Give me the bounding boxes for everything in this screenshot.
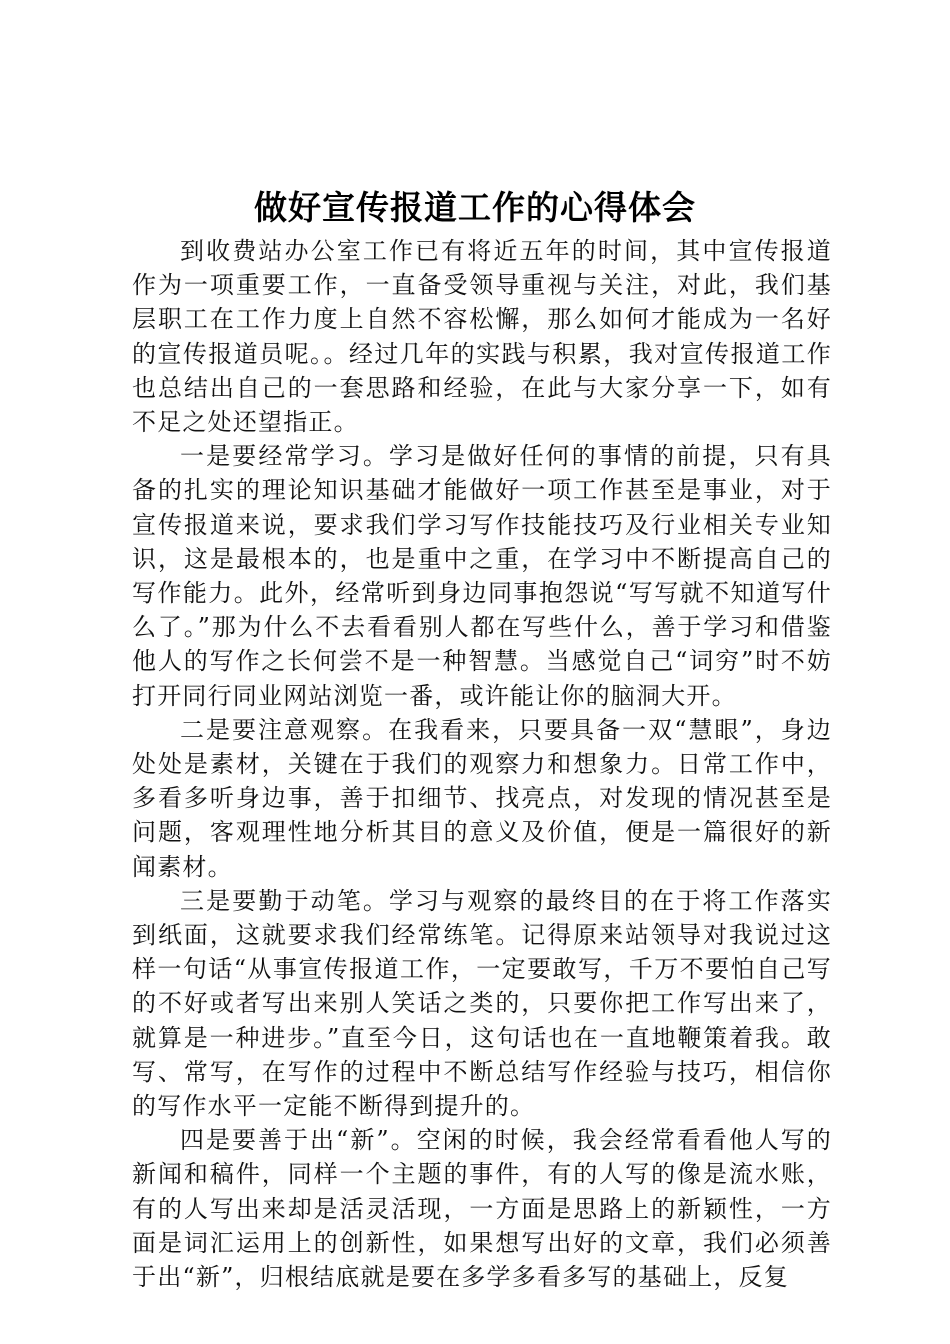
document-body	[132, 234, 832, 1294]
paragraph-write: 三是要勤于动笔。学习与观察的最终目的在于将工作落实到纸面，这就要求我们经常练笔。记得原来站领导对我说过这样一句话“从事宣传报道工作，一定要敢写，千万不要怕自己写的不好或者写出来别人笑话之类的，只要你把工作写出来了，就算是一种进步。”直至今日，这句话也在一直地鞭策着我。敢写、常写，在写作的过程中不断总结写作经验与技巧，相信你的写作水平一定能不断得到提升的。	[132, 886, 832, 1121]
paragraph-intro: 到收费站办公室工作已有将近五年的时间，其中宣传报道作为一项重要工作，一直备受领导重视与关注，对此，我们基层职工在工作力度上自然不容松懈，那么如何才能成为一名好的宣传报道员呢。。经过几年的实践与积累，我对宣传报道工作也总结出自己的一套思路和经验，在此与大家分享一下，如有不足之处还望指正。	[132, 237, 832, 437]
paragraph-innovate: 四是要善于出“新”。空闲的时候，我会经常看看他人写的新闻和稿件，同样一个主题的事件，有的人写的像是流水账，有的人写出来却是活灵活现，一方面是思路上的新颖性，一方面是词汇运用上的创新性，如果想写出好的文章，我们必须善于出“新”，归根结底就是要在多学多看多写的基础上，反复	[132, 1126, 832, 1292]
paragraph-study: 一是要经常学习。学习是做好任何的事情的前提，只有具备的扎实的理论知识基础才能做好一项工作甚至是事业，对于宣传报道来说，要求我们学习写作技能技巧及行业相关专业知识，这是最根本的，也是重中之重，在学习中不断提高自己的写作能力。此外，经常听到身边同事抱怨说“写写就不知道写什么了。”那为什么不去看看别人都在写些什么，善于学习和借鉴他人的写作之长何尝不是一种智慧。当感觉自己“词穷”时不妨打开同行同业网站浏览一番，或许能让你的脑洞大开。	[132, 442, 832, 710]
paragraph-observe: 二是要注意观察。在我看来，只要具备一双“慧眼”，身边处处是素材，关键在于我们的观察力和想象力。日常工作中，多看多听身边事，善于扣细节、找亮点，对发现的情况甚至是问题，客观理性地分析其目的意义及价值，便是一篇很好的新闻素材。	[132, 715, 832, 881]
document-title: 做好宣传报道工作的心得体会	[254, 188, 696, 227]
